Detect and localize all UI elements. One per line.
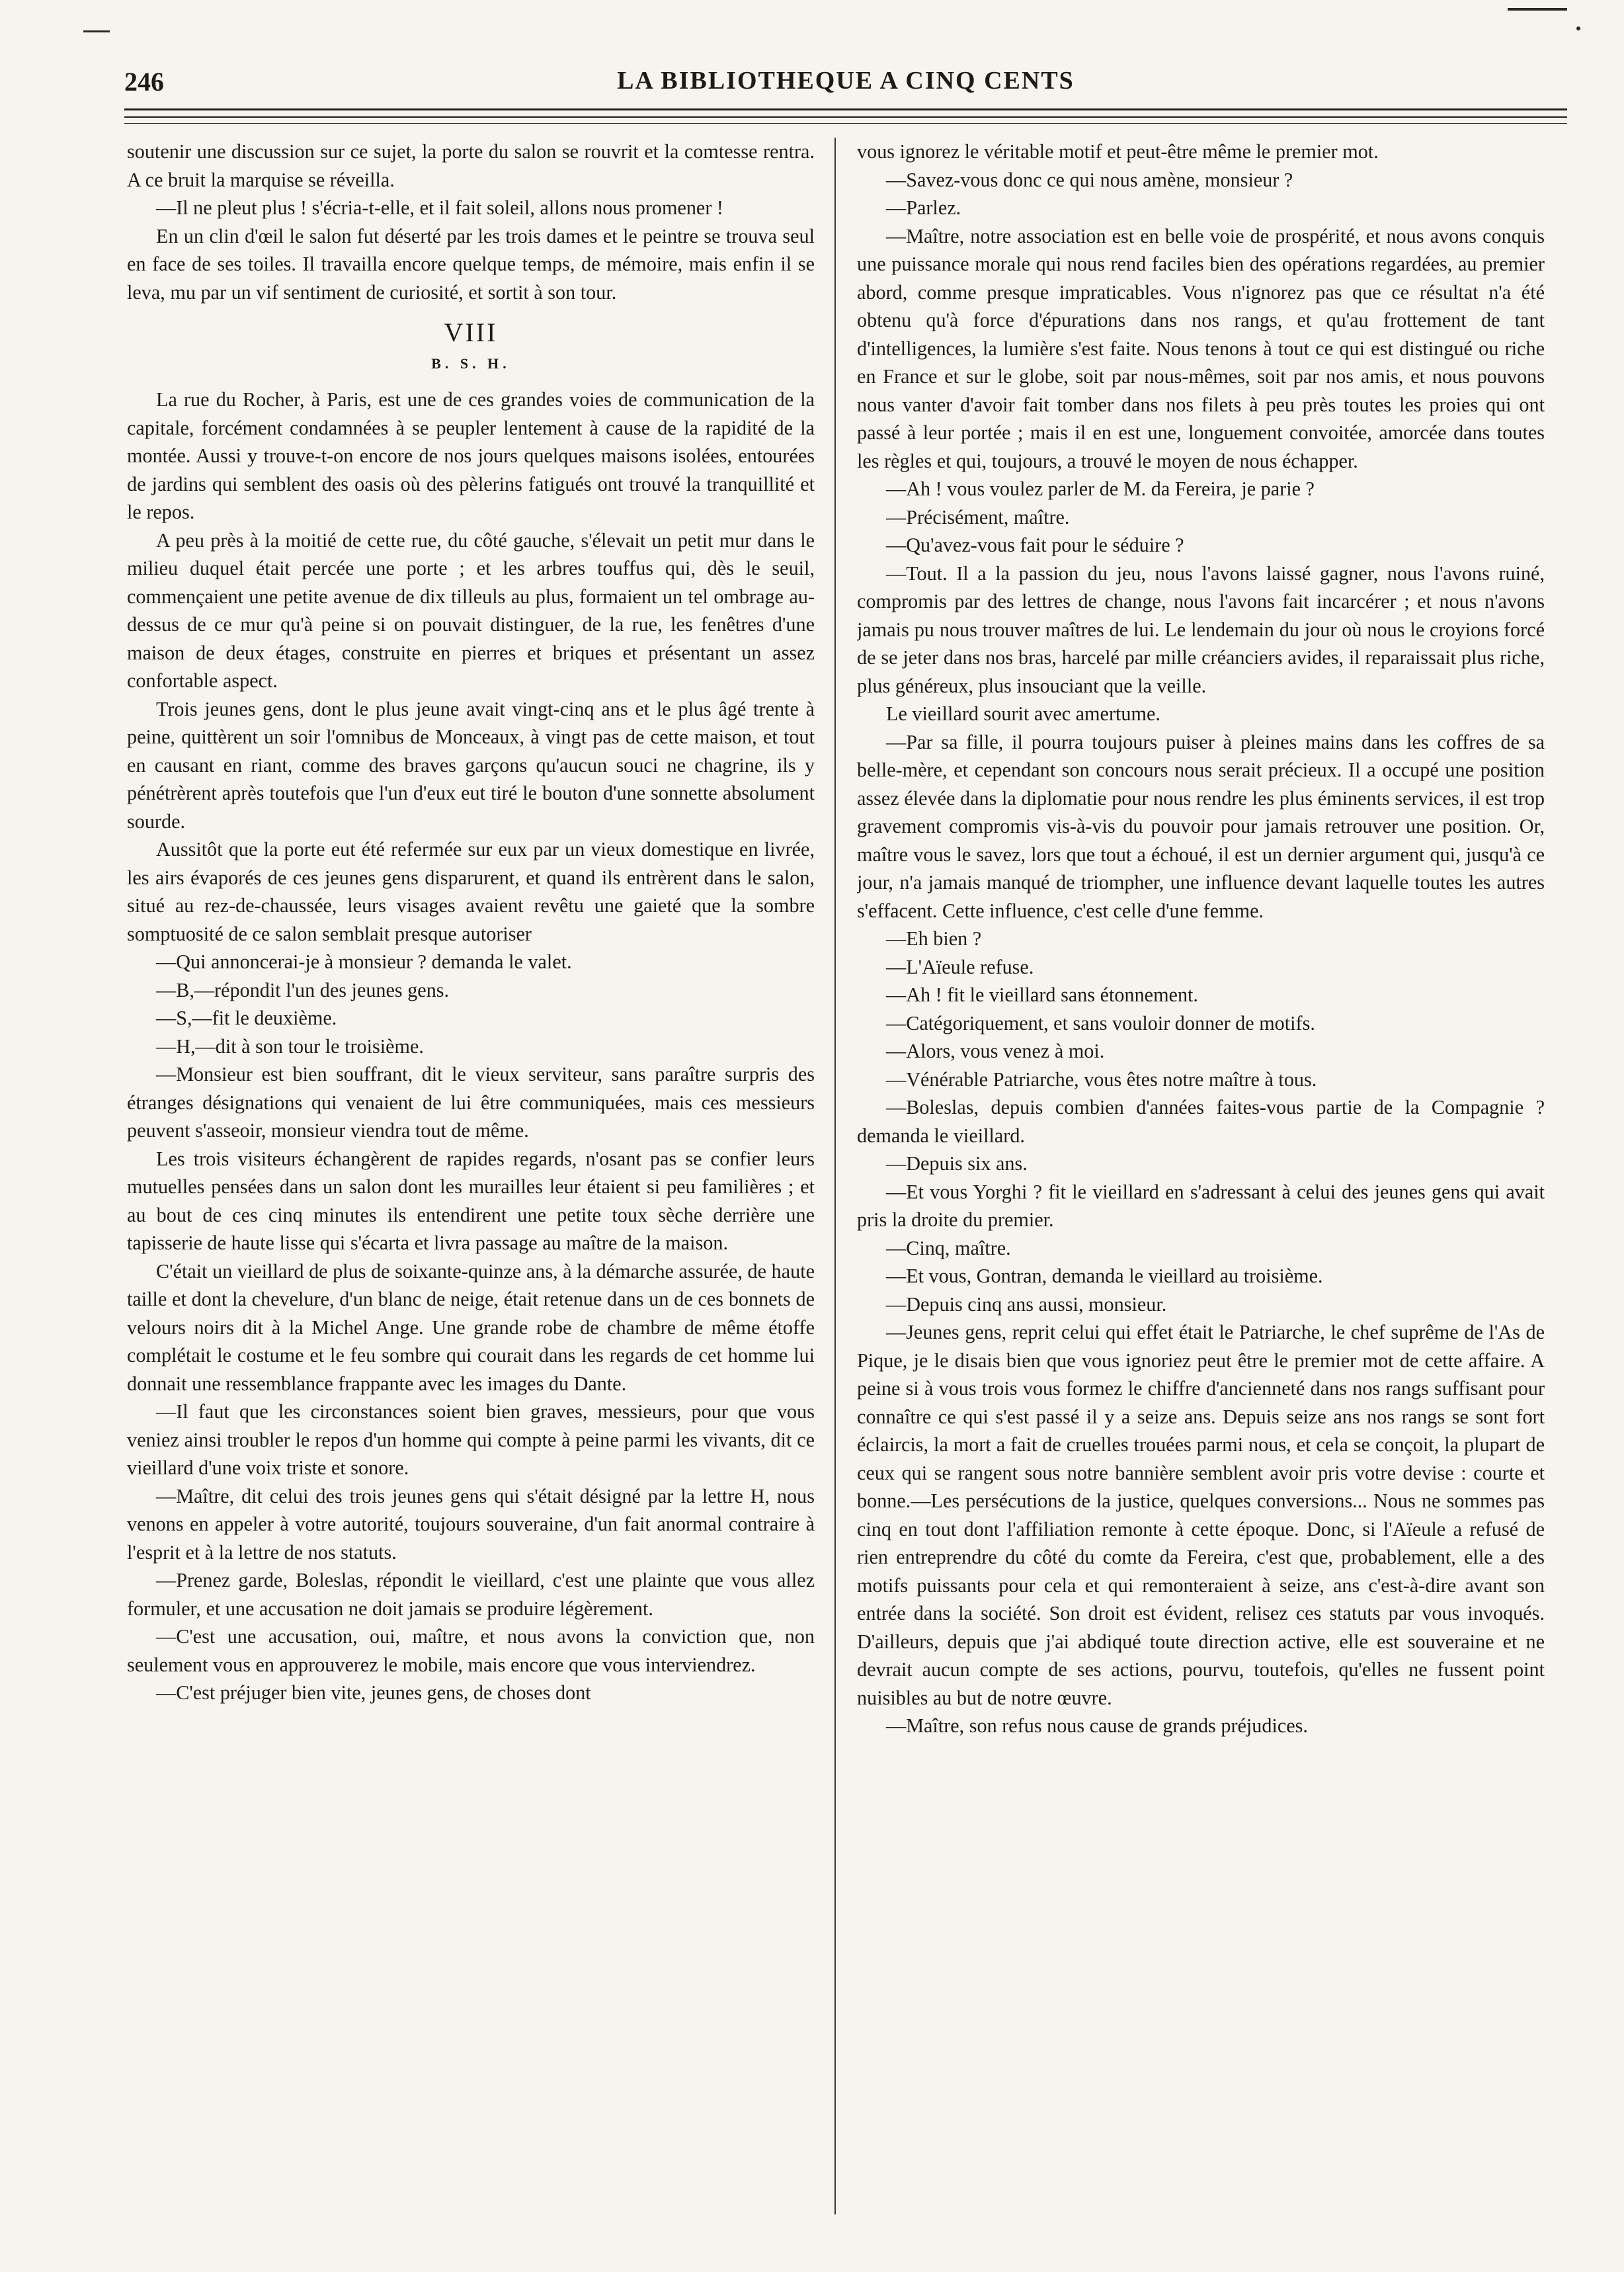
left-text-column bbox=[127, 138, 815, 2228]
paragraph: —Boleslas, depuis combien d'années faites-vous partie de la Compagnie ? demanda le vieillard. bbox=[857, 1096, 1545, 1147]
paragraph: —H,—dit à son tour le troisième. bbox=[156, 1034, 424, 1058]
running-title: LA BIBLIOTHEQUE A CINQ CENTS bbox=[617, 67, 1075, 95]
paragraph: —Monsieur est bien souffrant, dit le vieux serviteur, sans paraître surpris des étranges désignations qui venaient de lui être communiquées, mais ces messieurs peuvent s'asseoir, monsieur viendra tout de même. bbox=[127, 1063, 815, 1142]
paragraph: —S,—fit le deuxième. bbox=[156, 1007, 337, 1029]
paragraph: C'était un vieillard de plus de soixante-quinze ans, à la démarche assurée, de haute taille et dont la chevelure, d'un blanc de neige, était retenue dans un de ces bonnets de velours noirs dit à la Michel Ange. Une grande robe de chambre de même étoffe complétait le costume et le feu sombre qui courait dans les regards de cet homme lui donnait une ressemblance frappante avec les images du Dante. bbox=[127, 1259, 815, 1395]
paragraph: vous ignorez le véritable motif et peut-être même le premier mot. bbox=[857, 140, 1379, 163]
paragraph: —Ah ! vous voulez parler de M. da Fereira, je parie ? bbox=[886, 478, 1315, 500]
ink-speck bbox=[1576, 26, 1580, 30]
paragraph: —Depuis six ans. bbox=[886, 1152, 1028, 1175]
header-rule-thin bbox=[124, 123, 1567, 124]
paragraph: —Eh bien ? bbox=[886, 927, 982, 950]
paragraph: Le vieillard sourit avec amertume. bbox=[886, 702, 1160, 725]
paragraph: —Prenez garde, Boleslas, répondit le vieillard, c'est une plainte que vous allez formuler, et une accusation ne doit jamais se produire légèrement. bbox=[127, 1569, 815, 1620]
chapter-subtitle: B. S. H. bbox=[431, 355, 510, 372]
paragraph: —Jeunes gens, reprit celui qui effet était le Patriarche, le chef suprême de l'As de Pique, je le disais bien que vous ignoriez peut être le premier mot de cette affaire. A peine si à vous trois vous formez le chiffre d'ancienneté dans nos rangs suffisant pour connaître ce qui s'est passé il y a seize ans. Depuis seize ans nos rangs se sont fort éclaircis, la mort a fait de cruelles trouées parmi nous, et cela se conçoit, la plupart de ceux qui se rangent sous notre bannière semblent avoir pris votre devise : courte et bonne.—Les persécutions de la justice, quelques conversions... Nous ne sommes pas cinq en tout dont l'affiliation remonte à cette époque. Donc, si l'Aïeule a refusé de rien entreprendre du côté du comte da Fereira, c'est que, probablement, elle a des motifs puissants pour cela et qui remonteraient à seize, ans c'est-à-dire avant son entrée dans la société. Son droit est évident, relisez ces statuts par vous invoqués. D'ailleurs, depuis que j'ai abdiqué toute direction active, elle est souveraine et ne devrait aucun compte de ses actions, pourvu, toutefois, qu'elles ne fussent point nuisibles au but de notre œuvre. bbox=[857, 1321, 1545, 1709]
paragraph: —Il ne pleut plus ! s'écria-t-elle, et il fait soleil, allons nous promener ! bbox=[156, 196, 723, 219]
paragraph: —Qu'avez-vous fait pour le séduire ? bbox=[886, 534, 1184, 556]
page-number: 246 bbox=[124, 67, 164, 97]
paragraph: —Par sa fille, il pourra toujours puiser à pleines mains dans les coffres de sa belle-mère, et cependant son concours nous serait précieux. Il a occupé une position assez élevée dans la diplomatie pour nous rendre les plus éminents services, il est trop gravement compromis vis-à-vis du pouvoir pour jamais retrouver une position. Or, maître vous le savez, lors que tout a échoué, il est un dernier argument qui, jusqu'à ce jour, n'a jamais manqué de triompher, une influence devant laquelle toutes les autres s'effacent. Cette influence, c'est celle d'une femme. bbox=[857, 730, 1545, 922]
paragraph: —Alors, vous venez à moi. bbox=[886, 1040, 1105, 1062]
right-text-column bbox=[857, 138, 1545, 2228]
ink-speck bbox=[1508, 8, 1567, 11]
paragraph: —Précisément, maître. bbox=[886, 505, 1070, 528]
paragraph: —C'est une accusation, oui, maître, et nous avons la conviction que, non seulement vous en approuverez le mobile, mais encore que vous interviendrez. bbox=[127, 1625, 815, 1676]
paragraph: A peu près à la moitié de cette rue, du côté gauche, s'élevait un petit mur dans le milieu duquel était percée une porte ; et les arbres touffus qui, dès le seuil, commençaient une petite avenue de dix tilleuls au plus, formaient un tel ombrage au-dessus de ce mur qu'à peine si on pouvait distinguer, de la rue, les fenêtres d'une maison de deux étages, construite en pierres et briques et présentant un assez confortable aspect. bbox=[127, 528, 815, 692]
paragraph: —Qui annoncerai-je à monsieur ? demanda le valet. bbox=[156, 950, 572, 973]
paragraph: —Ah ! fit le vieillard sans étonnement. bbox=[886, 984, 1198, 1006]
paragraph: —Catégoriquement, et sans vouloir donner de motifs. bbox=[886, 1011, 1315, 1034]
paragraph: —B,—répondit l'un des jeunes gens. bbox=[156, 978, 450, 1001]
paragraph: Les trois visiteurs échangèrent de rapides regards, n'osant pas se confier leurs mutuelles pensées dans un salon dont les murailles leur étaient si peu familières ; et au bout de ces cinq minutes ils entendirent une petite toux sèche derrière une tapisserie de haute lisse qui s'écarta et livra passage au maître de la maison. bbox=[127, 1147, 815, 1254]
paragraph: —Et vous, Gontran, demanda le vieillard au troisième. bbox=[886, 1265, 1323, 1287]
ink-speck bbox=[83, 30, 110, 32]
paragraph: —Savez-vous donc ce qui nous amène, monsieur ? bbox=[886, 168, 1293, 191]
paragraph: La rue du Rocher, à Paris, est une de ces grandes voies de communication de la capitale, forcément condamnées à se peupler lentement à cause de la rapidité de la montée. Aussi y trouve-t-on encore de nos jours quelques maisons isolées, entourées de jardins qui semblent des oasis où des pèlerins fatigués ont trouvé la tranquillité et le repos. bbox=[127, 388, 815, 523]
header-rule-mid bbox=[124, 116, 1567, 118]
paragraph: —Maître, notre association est en belle voie de prospérité, et nous avons conquis une puissance morale qui nous rend faciles bien des opérations regardées, au premier abord, comme presque impraticables. Vous n'ignorez pas que ce résultat n'a été obtenu qu'à force d'épurations dans nos rangs, et qu'au frottement de tant d'intelligences, la lumière s'est faite. Nous tenons à tout ce qui est distingué ou riche en France et sur le globe, soit par nous-mêmes, soit par nos amis, et nous pouvons nous vanter d'avoir fait tomber dans nos filets à peu près toutes les proies qui ont passé à leur portée ; mais il en est une, longuement convoitée, amorcée dans toutes les règles et qui, toujours, a trouvé le moyen de nous échapper. bbox=[857, 224, 1545, 472]
paragraph: —Maître, dit celui des trois jeunes gens qui s'était désigné par la lettre H, nous venons en appeler à votre autorité, toujours souveraine, d'un fait anormal contraire à l'esprit et à la lettre de nos statuts. bbox=[127, 1484, 815, 1564]
paragraph: Aussitôt que la porte eut été refermée sur eux par un vieux domestique en livrée, les airs évaporés de ces jeunes gens disparurent, et quand ils entrèrent dans le salon, situé au rez-de-chaussée, leurs visages avaient revêtu une gaieté que la sombre somptuosité de ce salon semblait presque autoriser bbox=[127, 838, 815, 945]
paragraph: En un clin d'œil le salon fut déserté par les trois dames et le peintre se trouva seul en face de ses toiles. Il travailla encore quelque temps, de mémoire, mais enfin il se leva, mu par un vif sentiment de curiosité, et sortit à son tour. bbox=[127, 224, 815, 304]
paragraph: —Et vous Yorghi ? fit le vieillard en s'adressant à celui des jeunes gens qui avait pris la droite du premier. bbox=[857, 1180, 1545, 1231]
paragraph: —Cinq, maître. bbox=[886, 1236, 1011, 1259]
paragraph: —C'est préjuger bien vite, jeunes gens, de choses dont bbox=[156, 1681, 591, 1704]
chapter-heading: VIII bbox=[444, 317, 498, 347]
column-divider-rule bbox=[834, 138, 836, 2214]
paragraph: soutenir une discussion sur ce sujet, la porte du salon se rouvrit et la comtesse rentra. A ce bruit la marquise se réveilla. bbox=[127, 140, 815, 191]
paragraph: Trois jeunes gens, dont le plus jeune avait vingt-cinq ans et le plus âgé trente à peine, quittèrent un soir l'omnibus de Monceaux, à vingt pas de cette maison, et tout en causant en riant, comme des braves garçons qu'aucun souci ne chagrine, ils y pénétrèrent après toutefois que l'un d'eux eut tiré le bouton d'une sonnette absolument sourde. bbox=[127, 697, 815, 833]
paragraph: —Tout. Il a la passion du jeu, nous l'avons laissé gagner, nous l'avons ruiné, compromis par des lettres de change, nous l'avons fait incarcérer ; et nous n'avons jamais pu nous trouver maîtres de lui. Le lendemain du jour où nous le croyions forcé de se jeter dans nos bras, harcelé par mille créanciers avides, il reparaissait plus riche, plus généreux, plus insouciant que la veille. bbox=[857, 562, 1545, 697]
page-header bbox=[124, 63, 1567, 106]
paragraph: —Depuis cinq ans aussi, monsieur. bbox=[886, 1292, 1167, 1316]
paragraph: —Parlez. bbox=[886, 196, 961, 219]
header-rule-thick bbox=[124, 108, 1567, 110]
paragraph: —L'Aïeule refuse. bbox=[886, 955, 1034, 978]
paragraph: —Vénérable Patriarche, vous êtes notre maître à tous. bbox=[886, 1068, 1317, 1091]
paragraph: —Maître, son refus nous cause de grands préjudices. bbox=[886, 1714, 1308, 1737]
paragraph: —Il faut que les circonstances soient bien graves, messieurs, pour que vous veniez ainsi troubler le repos d'un homme qui compte à peine parmi les vivants, dit ce vieillard d'une voix triste et sonore. bbox=[127, 1400, 815, 1479]
